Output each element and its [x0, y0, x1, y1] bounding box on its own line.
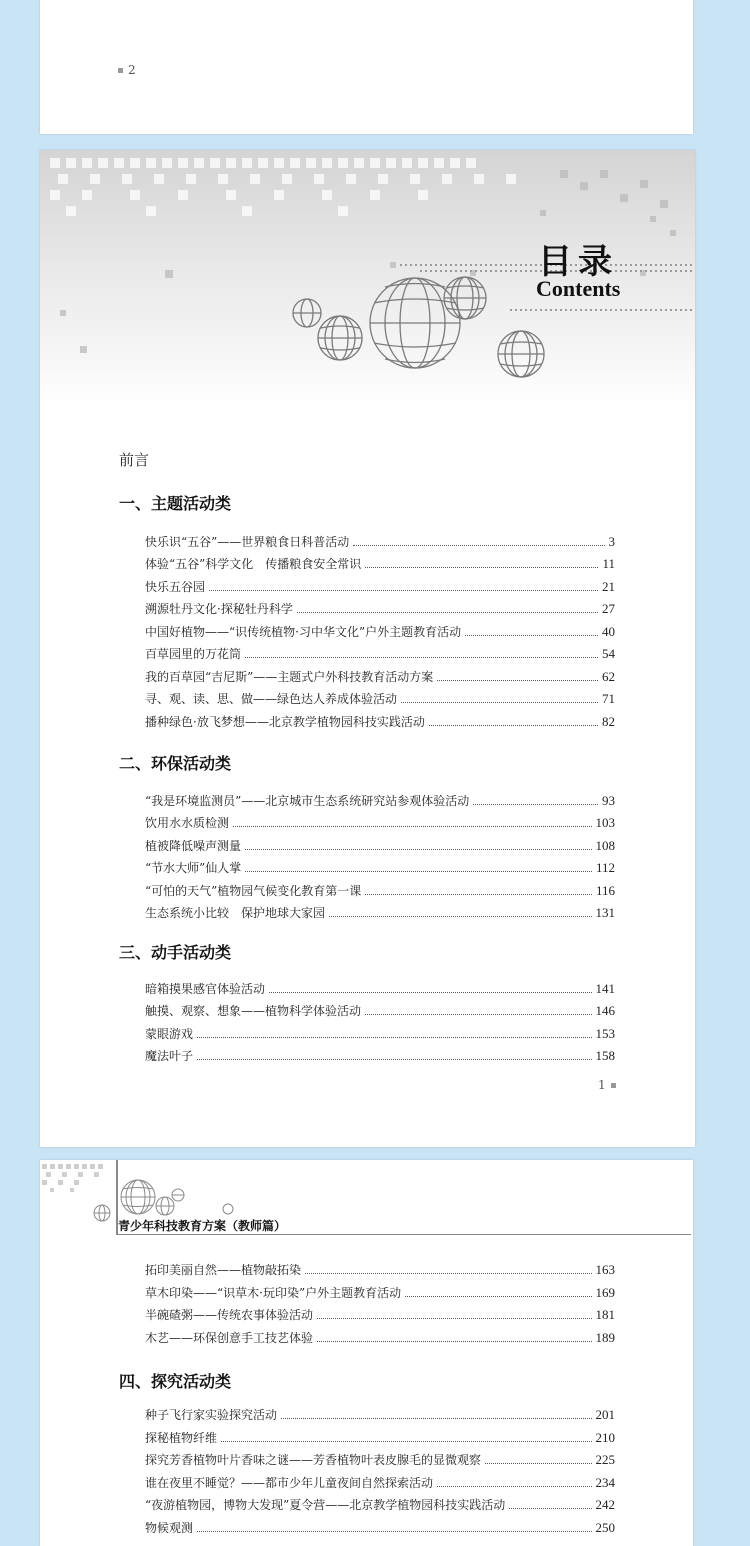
square-bullet-icon — [611, 1083, 616, 1088]
toc-entry[interactable]: 百草园里的万花筒 54 — [145, 646, 615, 661]
dot-leader — [437, 1477, 591, 1487]
dot-leader — [233, 817, 591, 827]
dot-leader — [245, 840, 591, 850]
toc-entry[interactable]: 蒙眼游戏 153 — [145, 1026, 615, 1041]
section-title: 二、环保活动类 — [119, 754, 232, 773]
toc-entry[interactable]: 溯源牡丹文化·探秘牡丹科学 27 — [145, 601, 615, 616]
dot-leader — [473, 795, 598, 805]
toc-entry[interactable]: 生态系统小比较 保护地球大家园 131 — [145, 905, 615, 920]
dot-leader — [197, 1522, 591, 1532]
dot-leader — [305, 1264, 591, 1274]
toc-entry[interactable]: 魔法叶子 158 — [145, 1048, 615, 1063]
toc-entry[interactable]: 寻、观、读、思、做——绿色达人养成体验活动 71 — [145, 691, 615, 706]
contents-banner — [40, 150, 695, 405]
preface-link[interactable]: 前言 — [119, 451, 150, 469]
toc-entry[interactable]: 饮用水水质检测 103 — [145, 815, 615, 830]
dot-leader — [209, 581, 598, 591]
toc-entry[interactable]: 种子飞行家实验探究活动 201 — [145, 1407, 615, 1422]
section-title: 一、主题活动类 — [119, 494, 232, 513]
page-number: 2 — [118, 63, 136, 77]
dot-leader — [297, 603, 598, 613]
dot-leader — [405, 1287, 591, 1297]
dot-leader — [197, 1028, 591, 1038]
header-rule — [116, 1234, 691, 1235]
toc-entry[interactable]: 拓印美丽自然——植物敲拓染 163 — [145, 1262, 615, 1277]
page-number: 1 — [598, 1078, 616, 1092]
dot-leader — [365, 885, 592, 895]
next-page — [40, 1160, 693, 1546]
toc-entry[interactable]: 物候观测 250 — [145, 1520, 615, 1535]
toc-entry[interactable]: 快乐五谷园 21 — [145, 579, 615, 594]
toc-entry[interactable]: 我的百草园“吉尼斯”——主题式户外科技教育活动方案 62 — [145, 669, 615, 684]
dot-leader — [465, 626, 598, 636]
toc-entry[interactable]: 探究芳香植物叶片香味之谜——芳香植物叶表皮腺毛的显微观察 225 — [145, 1452, 615, 1467]
toc-entry[interactable]: 谁在夜里不睡觉？——都市少年儿童夜间自然探索活动 234 — [145, 1475, 615, 1490]
toc-entry[interactable]: 播种绿色·放飞梦想——北京教学植物园科技实践活动 82 — [145, 714, 615, 729]
dot-leader — [245, 862, 592, 872]
toc-entry[interactable]: “我是环境监测员”——北京城市生态系统研究站参观体验活动 93 — [145, 793, 615, 808]
toc-entry[interactable]: 半碗碴粥——传统农事体验活动 181 — [145, 1307, 615, 1322]
toc-entry[interactable]: 快乐识“五谷”——世界粮食日科普活动 3 — [145, 534, 615, 549]
running-header-title: 青少年科技教育方案（教师篇） — [118, 1219, 287, 1233]
dot-leader — [353, 536, 604, 546]
dot-leader — [365, 1005, 591, 1015]
dot-leader — [365, 558, 598, 568]
toc-entry[interactable]: 探秘植物纤维 210 — [145, 1430, 615, 1445]
dot-leader — [437, 671, 598, 681]
toc-entry[interactable]: “可怕的天气”植物园气候变化教育第一课 116 — [145, 883, 615, 898]
dot-leader — [281, 1409, 591, 1419]
toc-entry[interactable]: 暗箱摸果感官体验活动 141 — [145, 981, 615, 996]
dot-leader — [485, 1454, 591, 1464]
section-title: 四、探究活动类 — [119, 1372, 232, 1391]
toc-entry[interactable]: 木艺——环保创意手工技艺体验 189 — [145, 1330, 615, 1345]
dot-leader — [401, 693, 598, 703]
contents-page — [40, 150, 695, 1147]
section-title: 三、动手活动类 — [119, 943, 232, 962]
previous-page — [40, 0, 693, 134]
toc-entry[interactable]: “夜游植物园，博物大发现”夏令营——北京教学植物园科技实践活动 242 — [145, 1497, 615, 1512]
square-bullet-icon — [118, 68, 123, 73]
contents-title-en: Contents — [536, 276, 621, 301]
dot-leader — [221, 1432, 591, 1442]
toc-entry[interactable]: “节水大师”仙人掌 112 — [145, 860, 615, 875]
dot-leader — [269, 983, 591, 993]
contents-title-cn: 目录 — [538, 242, 618, 282]
dot-leader — [329, 907, 591, 917]
dot-leader — [509, 1499, 591, 1509]
globe-header-decoration-icon — [40, 1160, 693, 1250]
dot-leader — [245, 648, 598, 658]
toc-entry[interactable]: 中国好植物——“识传统植物·习中华文化”户外主题教育活动 40 — [145, 624, 615, 639]
dot-leader — [197, 1050, 591, 1060]
dot-leader — [317, 1332, 591, 1342]
toc-entry[interactable]: 植被降低噪声测量 108 — [145, 838, 615, 853]
toc-entry[interactable]: 草木印染——“识草木·玩印染”户外主题教育活动 169 — [145, 1285, 615, 1300]
dot-leader — [317, 1309, 591, 1319]
dot-leader — [429, 716, 598, 726]
toc-entry[interactable]: 触摸、观察、想象——植物科学体验活动 146 — [145, 1003, 615, 1018]
toc-entry[interactable]: 体验“五谷”科学文化 传播粮食安全常识 11 — [145, 556, 615, 571]
